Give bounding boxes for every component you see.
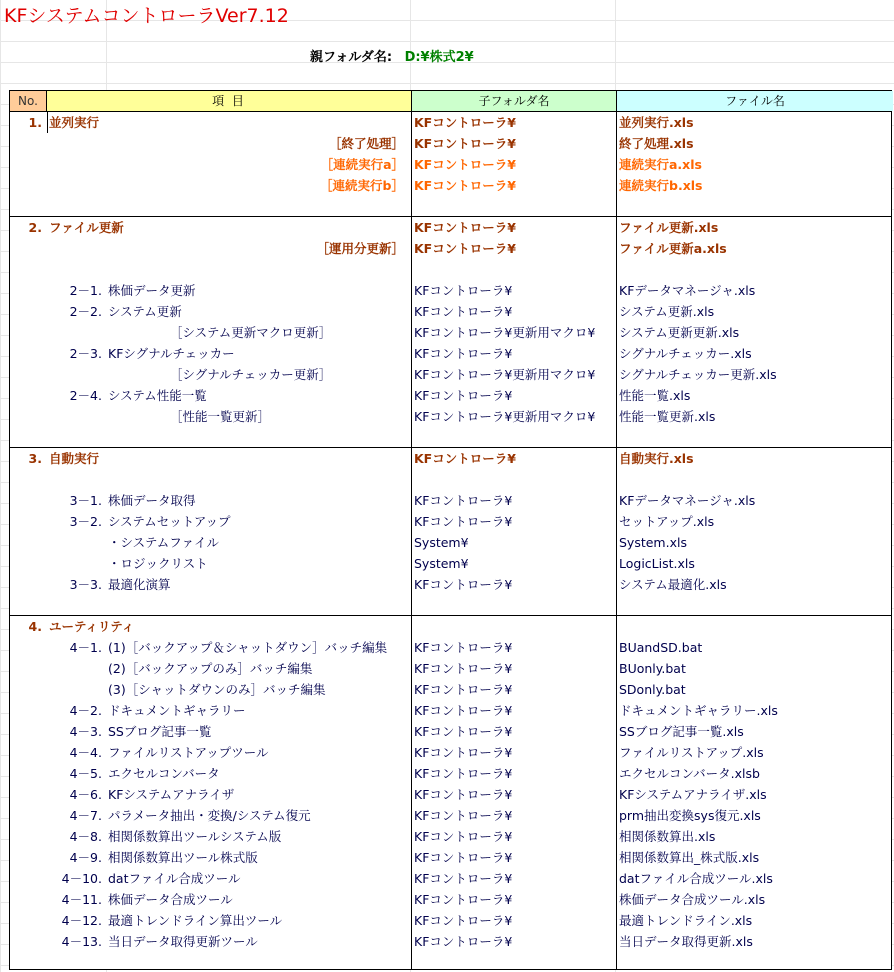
row-subfolder[interactable]: KFコントローラ¥ (414, 451, 516, 466)
row-filename[interactable]: 自動実行.xls (619, 451, 694, 466)
table-header (10, 91, 891, 112)
row-filename[interactable]: datファイル合成ツール.xls (619, 871, 773, 886)
table-row[interactable] (10, 784, 891, 805)
row-item[interactable]: 最適化演算 (108, 577, 171, 592)
row-filename[interactable]: ファイルリストアップ.xls (619, 745, 764, 760)
row-number: 4－1. (69, 640, 102, 655)
table-row[interactable] (10, 763, 891, 784)
row-subfolder[interactable]: KFコントローラ¥ (414, 283, 513, 298)
parent-folder-row (310, 48, 474, 68)
file-table (9, 90, 892, 970)
row-subfolder[interactable]: KFコントローラ¥ (414, 703, 513, 718)
row-item[interactable]: 相関係数算出ツールシステム版 (108, 829, 282, 844)
app-title: KFシステムコントローラVer7.12 (4, 5, 289, 27)
row-filename[interactable]: KFデータマネージャ.xls (619, 493, 756, 508)
table-row[interactable] (10, 406, 891, 427)
row-filename[interactable]: KFデータマネージャ.xls (619, 283, 756, 298)
row-number: 1. (28, 115, 42, 130)
row-item[interactable]: ［連続実行a］ (320, 157, 404, 172)
row-number: 3－2. (69, 514, 102, 529)
row-filename[interactable]: 終了処理.xls (619, 136, 694, 151)
row-subfolder[interactable]: KFコントローラ¥ (414, 178, 516, 193)
row-filename[interactable]: LogicList.xls (619, 556, 695, 571)
row-item[interactable]: ［連続実行b］ (320, 178, 404, 193)
header-item: 項 目 (47, 91, 412, 111)
row-item[interactable]: 最適トレンドライン算出ツール (108, 913, 283, 928)
row-item[interactable]: 相関係数算出ツール株式版 (108, 850, 258, 865)
row-item[interactable]: datファイル合成ツール (108, 871, 241, 886)
row-subfolder[interactable]: KFコントローラ¥ (414, 892, 513, 907)
row-subfolder[interactable]: KFコントローラ¥ (414, 913, 513, 928)
row-number: 4－4. (69, 745, 102, 760)
table-row[interactable] (10, 721, 891, 742)
table-row[interactable] (10, 343, 891, 364)
row-number: 2－2. (69, 304, 102, 319)
row-item[interactable]: エクセルコンバータ (108, 766, 220, 781)
table-row[interactable] (10, 616, 891, 637)
row-subfolder[interactable]: KFコントローラ¥ (414, 766, 513, 781)
row-item[interactable]: 株価データ更新 (108, 283, 196, 298)
table-row[interactable] (10, 679, 891, 700)
row-filename[interactable]: KFシステムアナライザ.xls (619, 787, 767, 802)
table-row[interactable] (10, 133, 891, 154)
table-row[interactable] (10, 868, 891, 889)
row-subfolder[interactable]: KFコントローラ¥ (414, 724, 513, 739)
row-filename[interactable]: 連続実行a.xls (619, 157, 702, 172)
row-number: 4－2. (69, 703, 102, 718)
row-filename[interactable]: 株価データ合成ツール.xls (619, 892, 766, 907)
row-item[interactable]: ［シグナルチェッカー更新］ (170, 367, 332, 382)
row-item[interactable]: KFシステムアナライザ (108, 787, 235, 802)
row-filename[interactable]: システム更新.xls (619, 304, 715, 319)
table-row[interactable] (10, 175, 891, 196)
row-subfolder[interactable]: KFコントローラ¥更新用マクロ¥ (414, 409, 596, 424)
row-subfolder[interactable]: KFコントローラ¥ (414, 787, 513, 802)
row-filename[interactable]: ファイル更新a.xls (619, 241, 727, 256)
row-subfolder[interactable]: KFコントローラ¥ (414, 115, 516, 130)
row-subfolder[interactable]: KFコントローラ¥ (414, 157, 516, 172)
row-item[interactable]: システム性能一覧 (108, 388, 207, 403)
row-subfolder[interactable]: KFコントローラ¥ (414, 514, 513, 529)
table-row[interactable] (10, 448, 891, 469)
row-number: 4－6. (69, 787, 102, 802)
row-subfolder[interactable]: KFコントローラ¥ (414, 220, 516, 235)
row-subfolder[interactable]: KFコントローラ¥ (414, 346, 513, 361)
row-filename[interactable]: 相関係数算出_株式版.xls (619, 850, 760, 865)
row-filename[interactable]: System.xls (619, 535, 687, 550)
row-item[interactable]: SSブログ記事一覧 (108, 724, 212, 739)
table-row[interactable] (10, 700, 891, 721)
row-filename[interactable]: 相関係数算出.xls (619, 829, 716, 844)
row-filename[interactable]: SDonly.bat (619, 682, 686, 697)
row-item[interactable]: ・システムファイル (108, 535, 220, 550)
row-number: 4－5. (69, 766, 102, 781)
table-row[interactable] (10, 910, 891, 931)
row-number: 4－12. (61, 913, 102, 928)
row-item[interactable]: KFシグナルチェッカー (108, 346, 235, 361)
row-subfolder[interactable]: KFコントローラ¥ (414, 388, 513, 403)
row-filename[interactable]: 最適トレンドライン.xls (619, 913, 753, 928)
row-item[interactable]: ・ロジックリスト (108, 556, 208, 571)
table-row[interactable] (10, 217, 891, 238)
row-filename[interactable]: BUonly.bat (619, 661, 686, 676)
row-item[interactable]: ユーティリティ (49, 619, 135, 634)
row-item[interactable]: 自動実行 (49, 451, 100, 466)
row-subfolder[interactable]: KFコントローラ¥ (414, 850, 513, 865)
row-filename[interactable]: シグナルチェッカー更新.xls (619, 367, 777, 382)
row-subfolder[interactable]: KFコントローラ¥ (414, 934, 513, 949)
row-filename[interactable]: ファイル更新.xls (619, 220, 719, 235)
row-filename[interactable]: BUandSD.bat (619, 640, 703, 655)
parent-folder-value[interactable]: D:¥株式2¥ (404, 50, 474, 65)
number-divider (47, 112, 48, 133)
row-subfolder[interactable]: KFコントローラ¥ (414, 682, 513, 697)
row-subfolder[interactable]: KFコントローラ¥ (414, 577, 513, 592)
row-number: 4－9. (69, 850, 102, 865)
table-row[interactable] (10, 637, 891, 658)
row-item[interactable]: ドキュメントギャラリー (108, 703, 246, 718)
row-subfolder[interactable]: KFコントローラ¥更新用マクロ¥ (414, 325, 596, 340)
row-filename[interactable]: 当日データ取得更新.xls (619, 934, 753, 949)
row-filename[interactable]: prm抽出変換sys復元.xls (619, 808, 761, 823)
row-subfolder[interactable]: KFコントローラ¥ (414, 661, 513, 676)
table-row[interactable] (10, 889, 891, 910)
row-item[interactable]: パラメータ抽出・変換/システム復元 (108, 808, 311, 823)
row-item[interactable]: 株価データ取得 (108, 493, 196, 508)
header-subfolder: 子フォルダ名 (412, 91, 617, 111)
parent-folder-label: 親フォルダ名: (310, 50, 393, 65)
row-item[interactable]: ［性能一覧更新］ (170, 409, 271, 424)
table-row[interactable] (10, 826, 891, 847)
row-item[interactable]: 並列実行 (49, 115, 100, 130)
table-row[interactable] (10, 259, 891, 280)
row-item[interactable]: ファイル更新 (49, 220, 124, 235)
row-subfolder[interactable]: KFコントローラ¥ (414, 745, 513, 760)
table-row[interactable] (10, 196, 891, 217)
row-filename[interactable]: 並列実行.xls (619, 115, 694, 130)
row-filename[interactable]: 性能一覧.xls (619, 388, 691, 403)
row-item[interactable]: システム更新 (108, 304, 182, 319)
table-row[interactable] (10, 532, 891, 553)
row-filename[interactable]: シグナルチェッカー.xls (619, 346, 752, 361)
row-number: 4－11. (61, 892, 102, 907)
row-subfolder[interactable]: KFコントローラ¥ (414, 640, 513, 655)
table-row[interactable] (10, 154, 891, 175)
table-row[interactable] (10, 553, 891, 574)
row-subfolder[interactable]: KFコントローラ¥ (414, 493, 513, 508)
header-filename: ファイル名 (617, 91, 893, 111)
header-no: No. (10, 91, 47, 111)
table-row[interactable] (10, 490, 891, 511)
table-row[interactable] (10, 301, 891, 322)
table-row[interactable] (10, 280, 891, 301)
row-subfolder[interactable]: KFコントローラ¥ (414, 241, 516, 256)
row-subfolder[interactable]: System¥ (414, 556, 469, 571)
table-row[interactable] (10, 112, 891, 133)
row-item[interactable]: ［システム更新マクロ更新］ (170, 325, 332, 340)
row-subfolder[interactable]: KFコントローラ¥ (414, 136, 516, 151)
row-item[interactable]: 株価データ合成ツール (108, 892, 233, 907)
table-row[interactable] (10, 238, 891, 259)
row-filename[interactable]: 性能一覧更新.xls (619, 409, 716, 424)
table-row[interactable] (10, 574, 891, 595)
row-number: 4－7. (69, 808, 102, 823)
table-row[interactable] (10, 742, 891, 763)
table-row[interactable] (10, 322, 891, 343)
table-body (10, 112, 891, 952)
row-subfolder[interactable]: KFコントローラ¥ (414, 871, 513, 886)
row-item[interactable]: (2)［バックアップのみ］バッチ編集 (108, 661, 313, 676)
row-filename[interactable]: SSブログ記事一覧.xls (619, 724, 744, 739)
row-number: 4－8. (69, 829, 102, 844)
row-number: 3. (28, 451, 42, 466)
row-item[interactable]: ［終了処理］ (328, 136, 404, 151)
table-row[interactable] (10, 931, 891, 952)
table-row[interactable] (10, 385, 891, 406)
row-number: 4－10. (61, 871, 102, 886)
row-number: 3－1. (69, 493, 102, 508)
table-row[interactable] (10, 658, 891, 679)
row-number: 4－13. (61, 934, 102, 949)
row-subfolder[interactable]: KFコントローラ¥更新用マクロ¥ (414, 367, 596, 382)
table-row[interactable] (10, 847, 891, 868)
row-filename[interactable]: システム更新更新.xls (619, 325, 740, 340)
row-subfolder[interactable]: KFコントローラ¥ (414, 304, 513, 319)
row-number: 4. (28, 619, 42, 634)
row-item[interactable]: システムセットアップ (108, 514, 231, 529)
row-number: 3－3. (69, 577, 102, 592)
table-row[interactable] (10, 469, 891, 490)
row-item[interactable]: (1)［バックアップ＆シャットダウン］バッチ編集 (108, 640, 388, 655)
table-row[interactable] (10, 511, 891, 532)
row-number: 2. (28, 220, 42, 235)
row-subfolder[interactable]: KFコントローラ¥ (414, 829, 513, 844)
row-filename[interactable]: エクセルコンバータ.xlsb (619, 766, 760, 781)
table-row[interactable] (10, 427, 891, 448)
row-subfolder[interactable]: System¥ (414, 535, 469, 550)
row-number: 2－1. (69, 283, 102, 298)
row-number: 2－4. (69, 388, 102, 403)
row-filename[interactable]: 連続実行b.xls (619, 178, 703, 193)
table-row[interactable] (10, 364, 891, 385)
row-subfolder[interactable]: KFコントローラ¥ (414, 808, 513, 823)
row-item[interactable]: (3)［シャットダウンのみ］バッチ編集 (108, 682, 326, 697)
row-number: 2－3. (69, 346, 102, 361)
table-row[interactable] (10, 805, 891, 826)
row-item[interactable]: ［運用分更新］ (316, 241, 404, 256)
table-row[interactable] (10, 595, 891, 616)
row-filename[interactable]: ドキュメントギャラリー.xls (619, 703, 778, 718)
row-number: 4－3. (69, 724, 102, 739)
row-item[interactable]: ファイルリストアップツール (108, 745, 269, 760)
row-filename[interactable]: セットアップ.xls (619, 514, 715, 529)
row-filename[interactable]: システム最適化.xls (619, 577, 727, 592)
row-item[interactable]: 当日データ取得更新ツール (108, 934, 258, 949)
